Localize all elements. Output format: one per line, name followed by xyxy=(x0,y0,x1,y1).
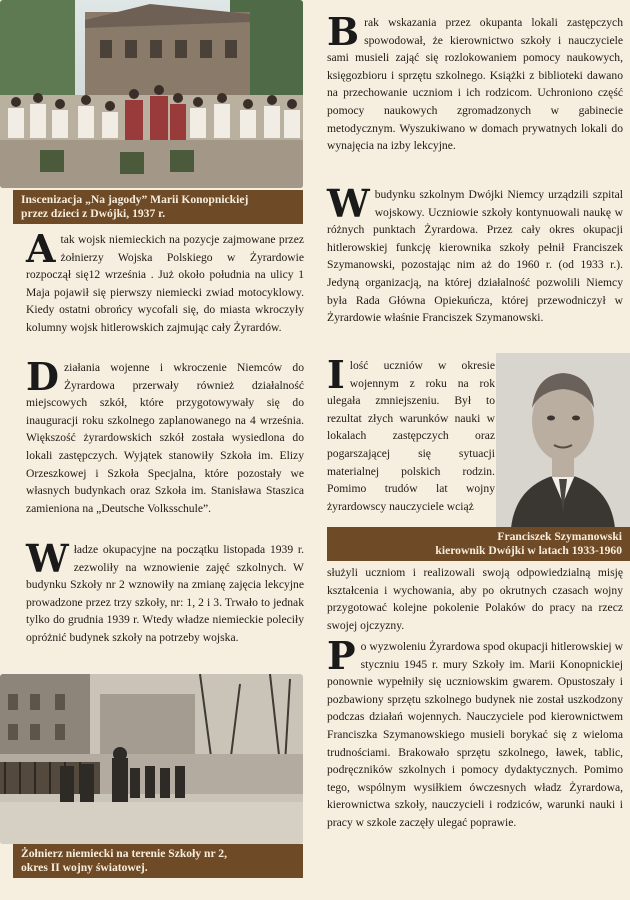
caption-line-1: Inscenizacja „Na jagody” Marii Konopnickiej xyxy=(21,193,249,206)
paragraph-pupil-numbers-continued xyxy=(327,564,623,634)
paragraph-liberation xyxy=(327,633,623,832)
caption-line-2: kierownik Dwójki w latach 1933-1960 xyxy=(435,544,622,557)
drop-cap: B xyxy=(327,9,360,54)
caption-line-2: przez dzieci z Dwójki, 1937 r. xyxy=(21,207,166,220)
paragraph-school-closure xyxy=(26,354,304,517)
portrait-franciszek-szymanowski xyxy=(496,353,630,528)
caption-line-1: Franciszek Szymanowski xyxy=(497,530,622,543)
paragraph-text: rak wskazania przez okupanta lokali zastępczych spowodował, że kierownictwo szkoły i nauczyciele sami musieli zająć się rozlokowaniem pomocy naukowych, księgozbioru i sprzętu szkolnego. Książki z biblioteki dawano na przechowanie uczniom i ich rodzicom. Uchroniono część pomocy naukowych zgromadzonych w gabinecie metodycznym. Wyszukiwano w domach prywatnych lokali do wynajęcia na izby lekcyjne. xyxy=(327,16,623,153)
drop-cap: I xyxy=(327,352,345,397)
paragraph-pupil-numbers xyxy=(327,352,495,515)
caption-line-1: Żołnierz niemiecki na terenie Szkoły nr 2, xyxy=(21,847,227,860)
drop-cap: W xyxy=(327,181,370,226)
paragraph-military-hospital xyxy=(327,181,623,327)
photo-german-soldier xyxy=(0,674,303,844)
photo-german-soldier-caption xyxy=(13,844,303,878)
photo-children-performance-image xyxy=(0,0,303,188)
paragraph-occupation-authorities xyxy=(26,536,304,647)
drop-cap: W xyxy=(26,536,69,581)
paragraph-text: tak wojsk niemieckich na pozycje zajmowane przez żołnierzy Wojska Polskiego w Żyrardowie rozpoczął się12 września . Już około południa na ulicy 1 Maja pojawił się pierwszy niemiecki zwiad motocyklowy. Kiedy ostatni obrońcy wycofali się, do miasta wkroczyły kolumny wojsk hitlerowskich zajmując cały Żyrardów. xyxy=(26,233,304,334)
drop-cap: D xyxy=(26,354,59,399)
paragraph-text: ładze okupacyjne na początku listopada 1939 r. zezwoliły na wznowienie zajęć szkolnych. W budynku Szkoły nr 2 wznowiły na zmianę zajęcia lekcyjne prowadzone przez trzy szkoły, nr: 1, 2 i 3. Trwało to jednak tylko do grudnia 1939 r. Wtedy władze niemieckie poleciły opróżnić budynek szkoły na potrzeby wojska. xyxy=(26,543,304,644)
paragraph-war-start xyxy=(26,226,304,337)
portrait-caption xyxy=(327,527,630,561)
drop-cap: P xyxy=(327,633,356,678)
paragraph-text: o wyzwoleniu Żyrardowa spod okupacji hitlerowskiej w styczniu 1945 r. mury Szkoły im. Marii Konopnickiej ponownie wypełniły się uczniowskim gwarem. Opustoszały i pozbawiony sprzętu szkolnego budynek nie został uszkodzony podczas działań wojennych. Nauczyciele pod kierownictwem Franciszka Szymanowskiego musieli borykać się z wieloma trudnościami. Brakowało sprzętu szkolnego, ławek, tablic, podręczników szkolnych i pomocy dydaktycznych. Pomimo tego, wspólnym wysiłkiem ówczesnych władz Żyrardowa, kierownictwa szkoły, nauczycieli i rodziców, warunki nauki i pracy w szkole zaczęły ulegać poprawie. xyxy=(327,640,623,829)
paragraph-text: służyli uczniom i realizowali swoją odpowiedzialną misję kształcenia i wychowania, aby po okrutnych czasach wojny przygotować kolejne pokolenie Polaków do pracy na rzecz swojej ojczyzny. xyxy=(327,566,623,632)
photo-german-soldier-image xyxy=(0,674,303,844)
paragraph-text: budynku szkolnym Dwójki Niemcy urządzili szpital wojskowy. Uczniowie szkoły kontynuowali naukę w różnych punktach Żyrardowa. Przez cały okres okupacji hitlerowskiej funkcję kierownika szkoły pełnił Franciszek Szymanowski, pozostając nim aż do 1960 r. (od 1933 r.). Jedyną organizacją, na której działalność pozwolili Niemcy była Rada Główna Opiekuńcza, której przewodniczył w Żyrardowie właśnie Franciszek Szymanowski. xyxy=(327,188,623,325)
caption-line-2: okres II wojny światowej. xyxy=(21,861,148,874)
drop-cap: A xyxy=(26,226,56,271)
photo-children-performance-caption xyxy=(13,190,303,224)
paragraph-no-premises xyxy=(327,9,623,155)
photo-children-performance xyxy=(0,0,303,188)
portrait-image xyxy=(496,353,630,528)
paragraph-text: ziałania wojenne i wkroczenie Niemców do Żyrardowa przerwały również działalność miejscowych szkół, które przygotowywały się do inauguracji roku szkolnego zaplanowanego na 4 września. Większość żyrardowskich szkół została wysiedlona do lokali zastępczych. Wyjątek stanowiły Szkoła im. Elizy Orzeszkowej i Szkoła Specjalna, które pozostały we własnych budynkach oraz Szkoła im. Stanisława Staszica zamieniona na „Deutsche Volksschule”. xyxy=(26,361,304,515)
paragraph-text: lość uczniów w okresie wojennym z roku na rok ulegała zmniejszeniu. Był to rezultat złych warunków nauki w lokalach zastępczych oraz pogarszającej się sytuacji materialnej polskich rodzin. Pomimo trudów lat wojny żyrardowscy nauczyciele wciąż xyxy=(327,359,495,513)
